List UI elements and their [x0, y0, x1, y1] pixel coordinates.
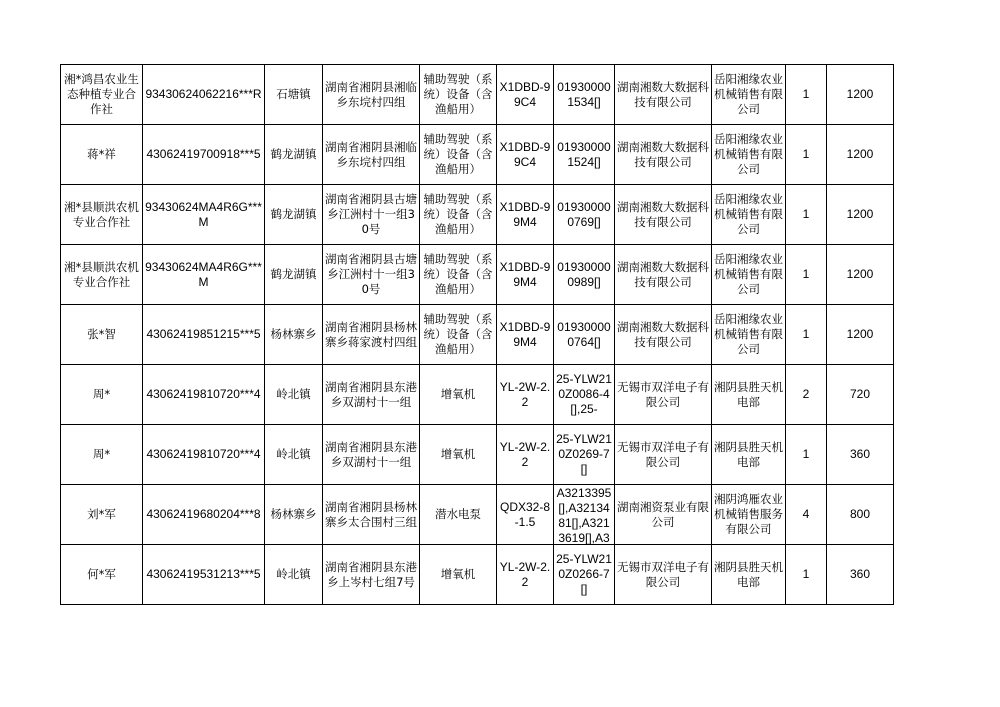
- seller-cell: 湘阴鸿雁农业机械销售服务有限公司: [712, 485, 786, 545]
- address-cell: 湖南省湘阴县东港乡双湖村十一组: [323, 365, 420, 425]
- address-cell: 湖南省湘阴县湘临乡东垸村四组: [323, 65, 420, 125]
- table-row: [61, 545, 894, 605]
- product-cell: 辅助驾驶（系统）设备（含渔船用）: [420, 245, 497, 305]
- address-cell: 湖南省湘阴县古塘乡江洲村十一组30号: [323, 185, 420, 245]
- manufacturer-cell: 湖南湘数大数据科技有限公司: [615, 305, 712, 365]
- model-cell: X1DBD-99M4: [497, 305, 554, 365]
- serial-text: 019300000989[]: [557, 259, 611, 289]
- id-number-cell: 43062419851215***5: [143, 305, 265, 365]
- serial-text: 25-YLW210Z0269-7[]: [556, 432, 612, 476]
- product-cell: 辅助驾驶（系统）设备（含渔船用）: [420, 65, 497, 125]
- amount-cell: 1200: [827, 125, 894, 185]
- id-number-cell: 43062419531213***5: [143, 545, 265, 605]
- serial-text: 25-YLW210Z0266-7[]: [556, 552, 612, 596]
- serial-text: 25-YLW210Z0086-4[],25-: [556, 372, 612, 416]
- quantity-cell: 1: [786, 65, 827, 125]
- table-row: [61, 125, 894, 185]
- manufacturer-cell: 无锡市双洋电子有限公司: [615, 425, 712, 485]
- town-cell: 杨林寨乡: [265, 305, 323, 365]
- model-cell: X1DBD-99C4: [497, 125, 554, 185]
- amount-cell: 1200: [827, 65, 894, 125]
- serial-text: A3213395[],A3213481[],A3213619[],A3: [556, 485, 612, 544]
- town-cell: 杨林寨乡: [265, 485, 323, 545]
- model-cell: YL-2W-2.2: [497, 425, 554, 485]
- model-cell: YL-2W-2.2: [497, 365, 554, 425]
- town-cell: 岭北镇: [265, 545, 323, 605]
- amount-cell: 1200: [827, 245, 894, 305]
- serial-cell: [554, 305, 615, 365]
- id-number-cell: 43062419810720***4: [143, 365, 265, 425]
- name-cell: 湘*鸿昌农业生态种植专业合作社: [61, 65, 143, 125]
- manufacturer-cell: 湖南湘资泵业有限公司: [615, 485, 712, 545]
- manufacturer-cell: 湖南湘数大数据科技有限公司: [615, 125, 712, 185]
- address-cell: 湖南省湘阴县杨林寨乡蒋家渡村四组: [323, 305, 420, 365]
- serial-cell: [554, 485, 615, 545]
- amount-cell: 360: [827, 545, 894, 605]
- town-cell: 岭北镇: [265, 365, 323, 425]
- serial-cell: [554, 125, 615, 185]
- product-cell: 增氧机: [420, 365, 497, 425]
- manufacturer-cell: 湖南湘数大数据科技有限公司: [615, 245, 712, 305]
- seller-cell: 岳阳湘缘农业机械销售有限公司: [712, 125, 786, 185]
- table-row: [61, 425, 894, 485]
- seller-cell: 岳阳湘缘农业机械销售有限公司: [712, 185, 786, 245]
- quantity-cell: 1: [786, 125, 827, 185]
- table-row: [61, 365, 894, 425]
- seller-cell: 岳阳湘缘农业机械销售有限公司: [712, 65, 786, 125]
- manufacturer-cell: 无锡市双洋电子有限公司: [615, 365, 712, 425]
- product-cell: 辅助驾驶（系统）设备（含渔船用）: [420, 185, 497, 245]
- amount-cell: 1200: [827, 305, 894, 365]
- serial-cell: [554, 545, 615, 605]
- amount-cell: 800: [827, 485, 894, 545]
- address-cell: 湖南省湘阴县杨林寨乡太合围村三组: [323, 485, 420, 545]
- manufacturer-cell: 无锡市双洋电子有限公司: [615, 545, 712, 605]
- product-cell: 增氧机: [420, 545, 497, 605]
- model-cell: X1DBD-99C4: [497, 65, 554, 125]
- manufacturer-cell: 湖南湘数大数据科技有限公司: [615, 65, 712, 125]
- model-cell: QDX32-8-1.5: [497, 485, 554, 545]
- quantity-cell: 1: [786, 185, 827, 245]
- table-row: [61, 305, 894, 365]
- product-cell: 潜水电泵: [420, 485, 497, 545]
- quantity-cell: 1: [786, 305, 827, 365]
- table-row: [61, 245, 894, 305]
- quantity-cell: 4: [786, 485, 827, 545]
- amount-cell: 1200: [827, 185, 894, 245]
- id-number-cell: 43062419810720***4: [143, 425, 265, 485]
- serial-text: 019300001524[]: [557, 139, 611, 169]
- serial-cell: [554, 185, 615, 245]
- serial-cell: [554, 425, 615, 485]
- quantity-cell: 1: [786, 545, 827, 605]
- id-number-cell: 93430624MA4R6G***M: [143, 245, 265, 305]
- product-cell: 辅助驾驶（系统）设备（含渔船用）: [420, 305, 497, 365]
- address-cell: 湖南省湘阴县东港乡上岑村七组7号: [323, 545, 420, 605]
- seller-cell: 岳阳湘缘农业机械销售有限公司: [712, 305, 786, 365]
- seller-cell: 湘阴县胜天机电部: [712, 365, 786, 425]
- name-cell: 周*: [61, 425, 143, 485]
- manufacturer-cell: 湖南湘数大数据科技有限公司: [615, 185, 712, 245]
- serial-cell: [554, 245, 615, 305]
- quantity-cell: 1: [786, 245, 827, 305]
- table-row: [61, 485, 894, 545]
- quantity-cell: 1: [786, 425, 827, 485]
- address-cell: 湖南省湘阴县古塘乡江洲村十一组30号: [323, 245, 420, 305]
- name-cell: 湘*县顺洪农机专业合作社: [61, 245, 143, 305]
- model-cell: X1DBD-99M4: [497, 245, 554, 305]
- serial-text: 019300001534[]: [557, 79, 611, 109]
- id-number-cell: 93430624062216***R: [143, 65, 265, 125]
- serial-cell: [554, 365, 615, 425]
- name-cell: 何*军: [61, 545, 143, 605]
- town-cell: 石塘镇: [265, 65, 323, 125]
- quantity-cell: 2: [786, 365, 827, 425]
- serial-text: 019300000769[]: [557, 199, 611, 229]
- address-cell: 湖南省湘阴县湘临乡东垸村四组: [323, 125, 420, 185]
- product-cell: 增氧机: [420, 425, 497, 485]
- name-cell: 张*智: [61, 305, 143, 365]
- serial-cell: [554, 65, 615, 125]
- model-cell: YL-2W-2.2: [497, 545, 554, 605]
- name-cell: 刘*军: [61, 485, 143, 545]
- seller-cell: 湘阴县胜天机电部: [712, 545, 786, 605]
- id-number-cell: 43062419700918***5: [143, 125, 265, 185]
- serial-text: 019300000764[]: [557, 319, 611, 349]
- subsidy-table: [60, 64, 894, 605]
- table-row: [61, 65, 894, 125]
- town-cell: 鹤龙湖镇: [265, 185, 323, 245]
- town-cell: 鹤龙湖镇: [265, 245, 323, 305]
- name-cell: 蒋*祥: [61, 125, 143, 185]
- name-cell: 周*: [61, 365, 143, 425]
- seller-cell: 湘阴县胜天机电部: [712, 425, 786, 485]
- address-cell: 湖南省湘阴县东港乡双湖村十一组: [323, 425, 420, 485]
- model-cell: X1DBD-99M4: [497, 185, 554, 245]
- id-number-cell: 43062419680204***8: [143, 485, 265, 545]
- town-cell: 岭北镇: [265, 425, 323, 485]
- product-cell: 辅助驾驶（系统）设备（含渔船用）: [420, 125, 497, 185]
- amount-cell: 360: [827, 425, 894, 485]
- table-row: [61, 185, 894, 245]
- town-cell: 鹤龙湖镇: [265, 125, 323, 185]
- seller-cell: 岳阳湘缘农业机械销售有限公司: [712, 245, 786, 305]
- id-number-cell: 93430624MA4R6G***M: [143, 185, 265, 245]
- name-cell: 湘*县顺洪农机专业合作社: [61, 185, 143, 245]
- amount-cell: 720: [827, 365, 894, 425]
